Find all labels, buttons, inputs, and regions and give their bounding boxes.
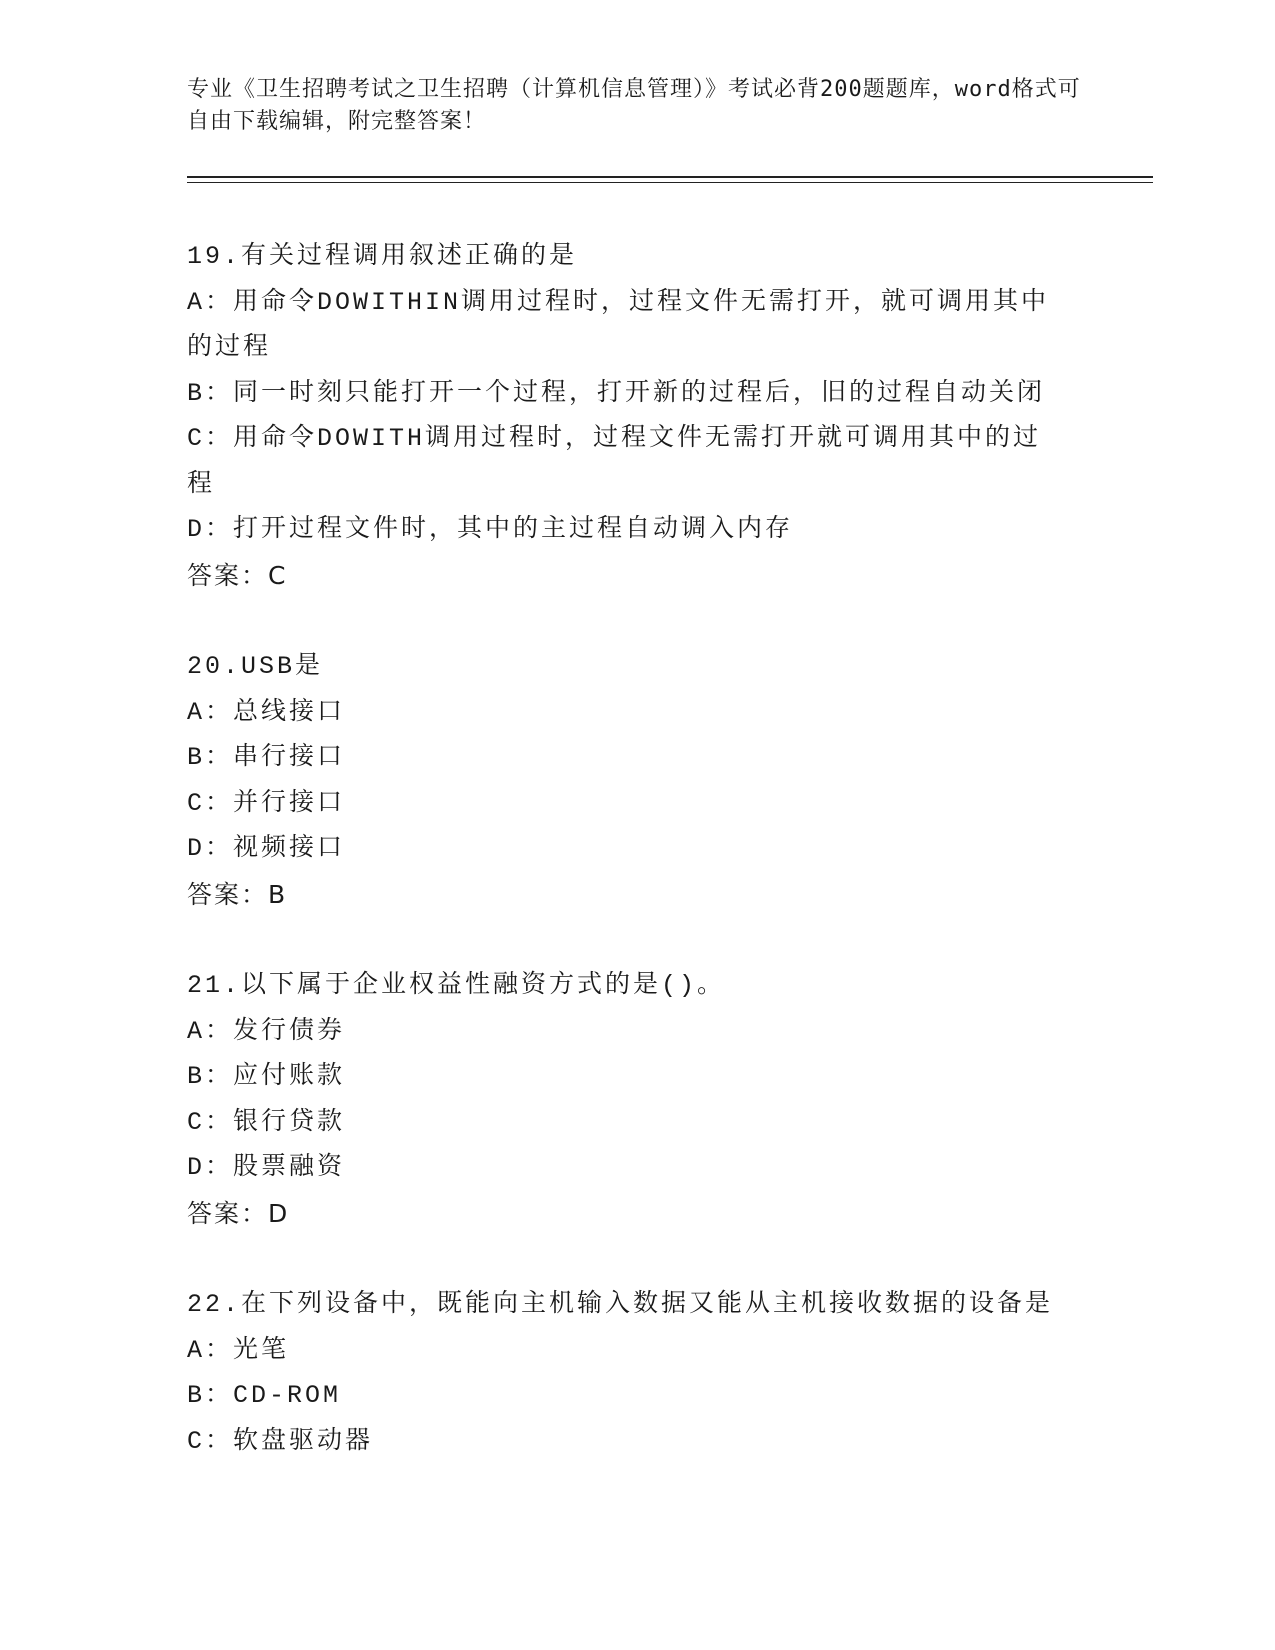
- option-d: D：打开过程文件时，其中的主过程自动调入内存: [187, 515, 794, 544]
- document-header: 专业《卫生招聘考试之卫生招聘（计算机信息管理）》考试必背200题题库，word格式可自由下载编辑，附完整答案！: [187, 77, 1081, 134]
- option-b: B：CD-ROM: [187, 1381, 342, 1410]
- answer: 答案：B: [187, 879, 288, 909]
- header-divider-thin: [187, 182, 1153, 183]
- option-c: C：软盘驱动器: [187, 1426, 374, 1456]
- option-d: D：视频接口: [187, 834, 346, 863]
- option-b: B：串行接口: [187, 743, 346, 772]
- option-a: A：光笔: [187, 1335, 290, 1365]
- question-19: [187, 234, 1067, 598]
- answer: 答案：C: [187, 560, 288, 590]
- question-list: [187, 234, 1067, 1510]
- option-b: B：应付账款: [187, 1062, 346, 1091]
- question-stem: 20.USB是: [187, 652, 324, 681]
- option-b: B：同一时刻只能打开一个过程，打开新的过程后，旧的过程自动关闭: [187, 378, 1046, 408]
- option-d: D：股票融资: [187, 1153, 346, 1182]
- option-c: C：并行接口: [187, 788, 346, 818]
- question-stem: 22.在下列设备中，既能向主机输入数据又能从主机接收数据的设备是: [187, 1290, 1054, 1319]
- answer: 答案：D: [187, 1198, 290, 1228]
- option-c: C：银行贷款: [187, 1107, 346, 1137]
- option-a: A：发行债券: [187, 1016, 346, 1046]
- question-22: [187, 1282, 1067, 1464]
- question-stem: 19.有关过程调用叙述正确的是: [187, 242, 578, 271]
- option-c: C：用命令DOWITH调用过程时，过程文件无需打开就可调用其中的过程: [187, 424, 1042, 499]
- question-20: [187, 644, 1067, 917]
- question-stem: 21.以下属于企业权益性融资方式的是()。: [187, 971, 726, 1000]
- question-21: [187, 963, 1067, 1236]
- option-a: A：总线接口: [187, 697, 346, 727]
- option-a: A：用命令DOWITHIN调用过程时，过程文件无需打开，就可调用其中的过程: [187, 287, 1050, 362]
- header-divider-thick: [187, 176, 1153, 178]
